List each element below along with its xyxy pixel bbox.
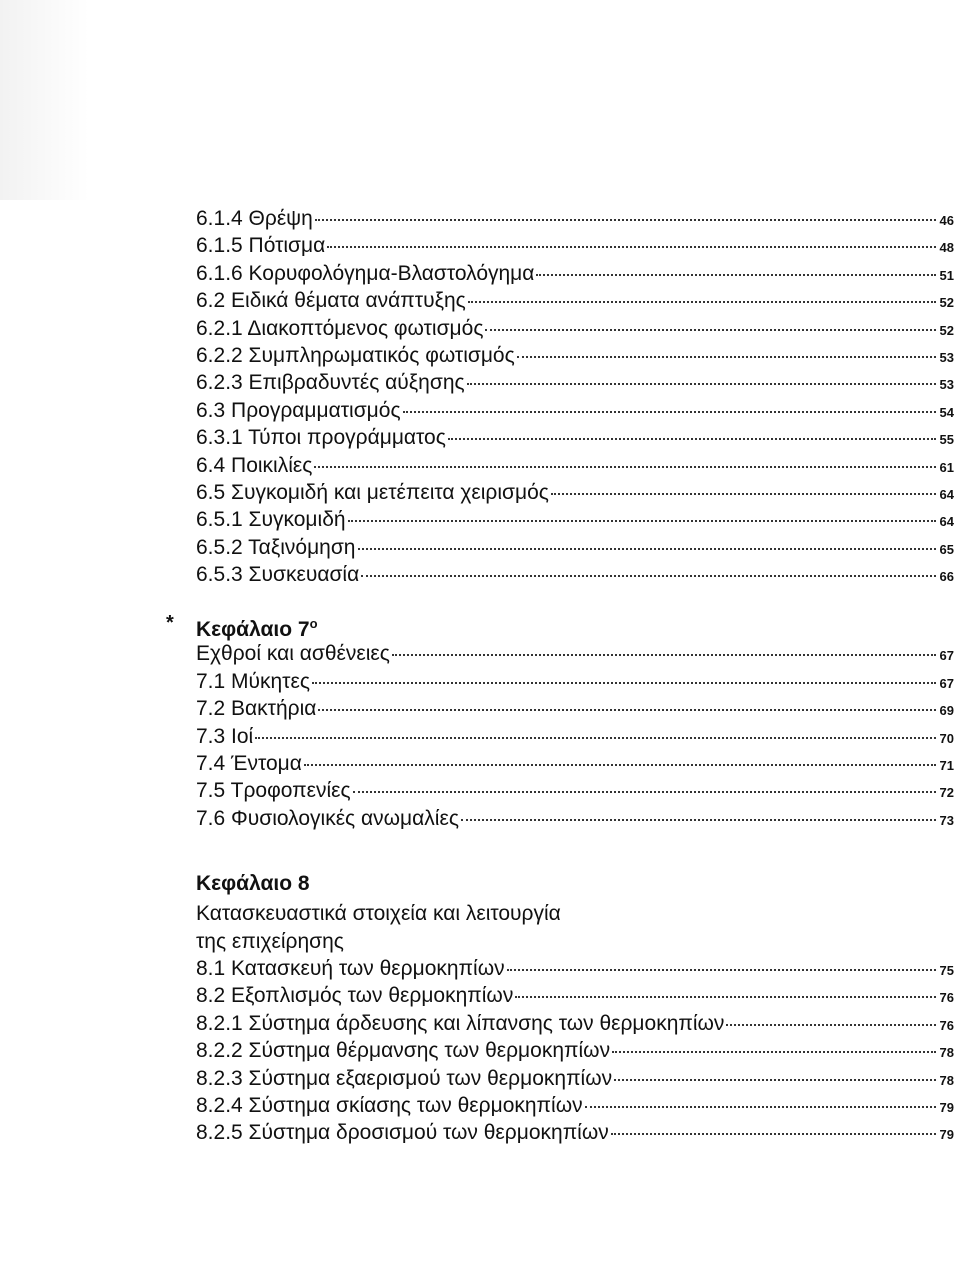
toc-entry bbox=[196, 805, 954, 832]
toc-entry-page: 72 bbox=[939, 785, 954, 801]
toc-entry-label: 6.1.4 Θρέψη bbox=[196, 207, 313, 230]
table-of-contents bbox=[166, 205, 954, 1147]
toc-entry-label: 6.2 Ειδικά θέματα ανάπτυξης bbox=[196, 289, 466, 313]
dot-leader bbox=[536, 274, 935, 276]
toc-entry bbox=[196, 668, 954, 695]
chapter-7-list bbox=[196, 640, 954, 832]
toc-entry-page: 55 bbox=[939, 432, 954, 448]
toc-entry-label: 6.3 Προγραμματισμός bbox=[196, 398, 401, 422]
dot-leader bbox=[315, 219, 936, 221]
toc-entry bbox=[196, 506, 954, 533]
chapter-7-title: Κεφάλαιο 7 bbox=[196, 618, 310, 642]
toc-entry-label: 6.5 Συγκομιδή και μετέπειτα χειρισμός bbox=[196, 480, 549, 504]
toc-entry bbox=[196, 369, 954, 396]
toc-entry-label: 6.2.3 Επιβραδυντές αύξησης bbox=[196, 371, 465, 395]
toc-entry-label: 8.2 Εξοπλισμός των θερμοκηπίων bbox=[196, 984, 514, 1008]
dot-leader bbox=[612, 1051, 935, 1053]
toc-entry-page: 73 bbox=[939, 812, 954, 828]
dot-leader bbox=[361, 575, 935, 577]
toc-entry-label: 6.5.3 Συσκευασία bbox=[196, 563, 360, 587]
toc-entry bbox=[196, 640, 954, 667]
chapter-8-title-line2: της επιχείρησης bbox=[196, 929, 344, 953]
toc-entry-label: 6.4 Ποικιλίες bbox=[196, 453, 313, 477]
dot-leader bbox=[255, 737, 935, 739]
toc-entry-label: 8.2.4 Σύστημα σκίασης των θερμοκηπίων bbox=[196, 1093, 583, 1117]
toc-entry bbox=[196, 232, 954, 259]
dot-leader bbox=[327, 246, 935, 248]
chapter-7-ordinal: ο bbox=[309, 616, 318, 632]
toc-entry bbox=[196, 695, 954, 722]
toc-entry bbox=[196, 1037, 954, 1064]
toc-entry bbox=[196, 315, 954, 342]
dot-leader bbox=[314, 466, 935, 468]
toc-entry-label: 6.2.1 Διακοπτόμενος φωτισμός bbox=[196, 316, 484, 340]
toc-entry-page: 76 bbox=[939, 990, 954, 1006]
toc-entry-page: 61 bbox=[939, 459, 954, 475]
toc-entry-page: 54 bbox=[939, 404, 954, 420]
toc-entry-page: 52 bbox=[939, 295, 954, 311]
dot-leader bbox=[353, 791, 936, 793]
toc-entry-label: Εχθροί και ασθένειες bbox=[196, 642, 390, 666]
toc-entry-label: 8.2.1 Σύστημα άρδευσης και λίπανσης των θερμοκηπίων bbox=[196, 1011, 725, 1035]
dot-leader bbox=[468, 301, 936, 303]
dot-leader bbox=[318, 709, 935, 711]
toc-entry-page: 70 bbox=[939, 730, 954, 746]
toc-entry-label: 7.2 Βακτήρια bbox=[196, 697, 317, 721]
toc-entry-label: 6.1.6 Κορυφολόγημα-Βλαστολόγημα bbox=[196, 261, 535, 285]
chapter-8-title-line1: Κατασκευαστικά στοιχεία και λειτουργία bbox=[196, 902, 561, 926]
toc-entry-page: 67 bbox=[939, 648, 954, 664]
toc-entry bbox=[196, 723, 954, 750]
toc-entry bbox=[196, 205, 954, 232]
toc-entry-page: 69 bbox=[939, 703, 954, 719]
section-6-list bbox=[196, 205, 954, 588]
toc-entry-page: 78 bbox=[939, 1072, 954, 1088]
dot-leader bbox=[403, 411, 936, 413]
toc-entry-page: 64 bbox=[939, 486, 954, 502]
toc-entry-page: 53 bbox=[939, 377, 954, 393]
toc-entry-page: 76 bbox=[939, 1017, 954, 1033]
toc-entry-label: 6.2.2 Συμπληρωματικός φωτισμός bbox=[196, 343, 515, 367]
dot-leader bbox=[461, 819, 936, 821]
toc-entry-page: 51 bbox=[939, 267, 954, 283]
toc-entry-page: 53 bbox=[939, 349, 954, 365]
toc-entry-page: 79 bbox=[939, 1127, 954, 1143]
toc-entry-page: 78 bbox=[939, 1045, 954, 1061]
dot-leader bbox=[517, 356, 936, 358]
toc-entry bbox=[196, 982, 954, 1009]
dot-leader bbox=[611, 1133, 936, 1135]
toc-entry-label: 7.4 Έντομα bbox=[196, 752, 302, 776]
toc-entry bbox=[196, 955, 954, 982]
toc-entry-label: 8.2.2 Σύστημα θέρμανσης των θερμοκηπίων bbox=[196, 1039, 611, 1063]
toc-entry bbox=[196, 1010, 954, 1037]
dot-leader bbox=[485, 329, 935, 331]
toc-entry bbox=[196, 424, 954, 451]
dot-leader bbox=[726, 1024, 935, 1026]
toc-entry-page: 52 bbox=[939, 322, 954, 338]
toc-entry bbox=[196, 750, 954, 777]
dot-leader bbox=[392, 654, 936, 656]
dot-leader bbox=[358, 548, 936, 550]
toc-entry-page: 67 bbox=[939, 675, 954, 691]
dot-leader bbox=[551, 493, 936, 495]
toc-entry-label: 6.3.1 Τύποι προγράμματος bbox=[196, 426, 446, 450]
toc-entry-page: 79 bbox=[939, 1099, 954, 1115]
toc-entry-label: 8.1 Κατασκευή των θερμοκηπίων bbox=[196, 956, 505, 980]
toc-entry-page: 75 bbox=[939, 962, 954, 978]
dot-leader bbox=[614, 1079, 935, 1081]
dot-leader bbox=[448, 438, 936, 440]
toc-entry bbox=[196, 1119, 954, 1146]
toc-entry-label: 7.1 Μύκητες bbox=[196, 669, 310, 693]
toc-entry bbox=[196, 342, 954, 369]
toc-entry-label: 6.5.2 Ταξινόμηση bbox=[196, 535, 356, 559]
chapter-7-heading bbox=[166, 610, 954, 642]
toc-entry bbox=[196, 1065, 954, 1092]
toc-entry bbox=[196, 534, 954, 561]
toc-entry-page: 71 bbox=[939, 758, 954, 774]
toc-entry bbox=[196, 397, 954, 424]
dot-leader bbox=[348, 520, 936, 522]
toc-entry bbox=[196, 260, 954, 287]
dot-leader bbox=[515, 996, 935, 998]
toc-entry-page: 66 bbox=[939, 569, 954, 585]
toc-entry-label: 8.2.3 Σύστημα εξαερισμού των θερμοκηπίων bbox=[196, 1066, 613, 1090]
toc-entry-page: 65 bbox=[939, 541, 954, 557]
toc-entry bbox=[196, 287, 954, 314]
dot-leader bbox=[507, 969, 936, 971]
scan-edge-shadow bbox=[0, 0, 90, 200]
toc-entry bbox=[196, 777, 954, 804]
toc-entry-label: 6.5.1 Συγκομιδή bbox=[196, 508, 346, 532]
chapter-8-list bbox=[196, 955, 954, 1147]
dot-leader bbox=[467, 383, 936, 385]
asterisk-marker: * bbox=[166, 612, 174, 635]
toc-entry bbox=[196, 452, 954, 479]
toc-entry bbox=[196, 479, 954, 506]
toc-entry-label: 8.2.5 Σύστημα δροσισμού των θερμοκηπίων bbox=[196, 1121, 609, 1145]
toc-entry-page: 64 bbox=[939, 514, 954, 530]
toc-entry-label: 7.5 Τροφοπενίες bbox=[196, 779, 351, 803]
toc-entry-label: 7.3 Ιοί bbox=[196, 724, 254, 748]
dot-leader bbox=[585, 1106, 936, 1108]
chapter-8-heading: Κεφάλαιο 8 bbox=[196, 872, 310, 896]
toc-entry bbox=[196, 561, 954, 588]
toc-entry-label: 6.1.5 Πότισμα bbox=[196, 234, 326, 258]
dot-leader bbox=[312, 682, 936, 684]
toc-entry-page: 48 bbox=[939, 240, 954, 256]
toc-entry-label: 7.6 Φυσιολογικές ανωμαλίες bbox=[196, 806, 459, 830]
toc-entry-page: 46 bbox=[939, 213, 954, 228]
toc-entry bbox=[196, 1092, 954, 1119]
dot-leader bbox=[304, 764, 936, 766]
